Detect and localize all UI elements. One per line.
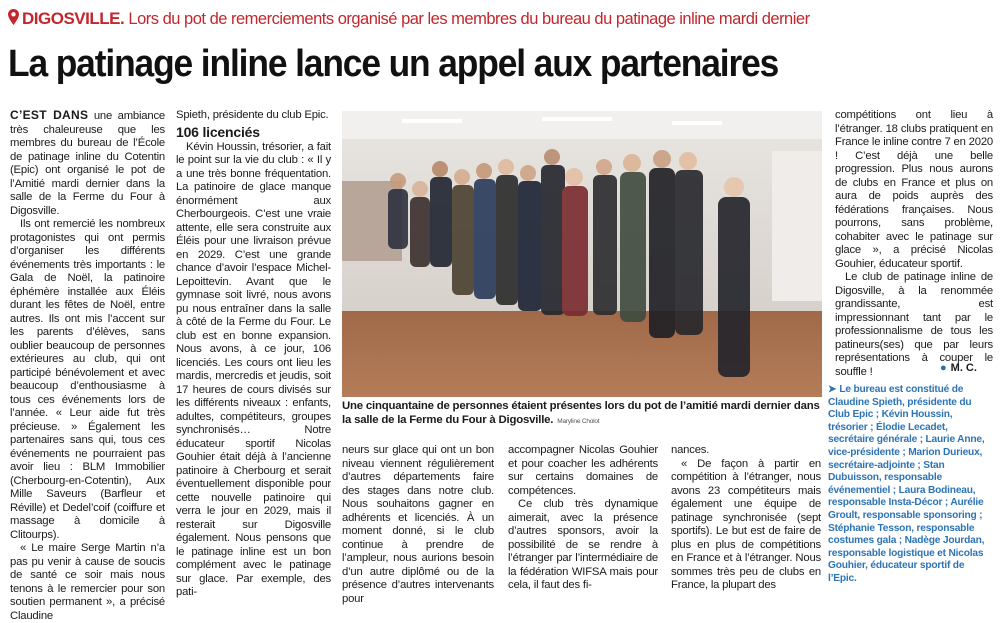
article-column-5 [671, 444, 821, 591]
drop-cap: C’EST DANS [10, 108, 89, 122]
arrow-icon: ➤ [828, 384, 837, 395]
paragraph: compétitions ont lieu à l’étranger. 18 clubs pratiquent en France le inline contre 7 en 2020 ! C’est déjà une belle progression. Plus nous aurons de clubs en France et plus on aura de poids auprès des fédérations françaises. Nous pourrons, sans problème, cohabiter avec le patinage sur glace », a précisé Nicolas Gouhier, éducateur sportif. [835, 109, 993, 270]
paragraph: « Le maire Serge Martin n’a pas pu venir à cause de soucis de santé ce soir mais nous tenons à le remercier pour son soutien permanent », a précisé Claudine [10, 542, 165, 622]
kicker-place: DIGOSVILLE. [22, 9, 125, 28]
paragraph: Kévin Houssin, trésorier, a fait le point sur la vie du club : « Il y a une très bonne fréquentation. La patinoire de glace manque énormément aux Cherbourgeois. C’est une vraie attente, elle sera construite aux Éléis pour une livraison prévue en 2029. C’est une grande chance d’avoir l’espace Michel-Lepoittevin. Avant que le gymnase soit livré, nous avons pu nous entraîner dans la salle à côté de la Ferme du Four. Le club est en bonne expansion. Nous avons, à ce jour, 106 licenciés. Les cours ont lieu les mardis, mercredis et jeudis, soit 17 heures de cours divisés sur les différents niveaux : enfants, adultes, compétiteurs, groupes synchronisés… Notre éducateur sportif Nicolas Gouhier était déjà à l’ancienne patinoire à Cherbourg et serait éventuellement disponible pour cette nouvelle patinoire qui verra le jour en 2029, mais il resterait sur Digosville également. Nous pensons que le patinage inline est un bon complément avec le patinage sur glace. Par exemple, des pati- [176, 140, 331, 598]
lead-text: une ambiance très chaleureuse que les membres du bureau de l’École de patinage inline du Cotentin (Epic) ont organisé le pot de l’Amitié mardi dernier dans la salle de la Ferme du Four à Digosville. [10, 110, 165, 217]
paragraph [10, 109, 165, 218]
info-box-text: Le bureau est constitué de Claudine Spieth, présidente du Club Epic ; Kévin Houssin, trésorier ; Élodie Lecadet, secrétaire générale ; Laurie Anne, vice-présidente ; Marion Durieux, secrétaire-adjointe ; Stan Dubuisson, responsable événementiel ; Laura Bodineau, responsable Insta-Décor ; Aurélie Groult, responsable sponsoring ; Stéphanie Tesson, responsable costumes gala ; Nadège Jourdan, responsable logistique et Nicolas Gouhier, éducateur sportif de l’Epic. [828, 384, 985, 584]
article-column-1 [10, 108, 165, 622]
paragraph: Spieth, présidente du club Epic. [176, 109, 329, 121]
paragraph: « De façon à partir en compétition à l’étranger, nous avons 23 compétiteurs mais également une équipe de patinage synchronisée (sept sportifs). Le but est de faire de plus en plus de compétitions en France et à l’étranger. Nous sommes très peu de clubs en France, la plupart des [671, 457, 821, 591]
kicker-dek: Lors du pot de remerciements organisé par les membres du bureau du patinage inline mardi dernier [128, 10, 810, 28]
paragraph: accompagner Nicolas Gouhier et pour coacher les adhérents sur certains domaines de compétences. [508, 444, 658, 497]
author-signature [940, 362, 977, 374]
paragraph: Le club de patinage inline de Digosville, à la renommée grandissante, est impressionnant tant par le professionnalisme de tous les patineurs(ses) que par leurs représentations à couper le souffle ! [835, 271, 993, 378]
headline: La patinage inline lance un appel aux partenaires [8, 43, 779, 85]
article-column-4 [508, 444, 658, 591]
group-photo [342, 111, 822, 397]
paragraph: Ils ont remercié les nombreux protagonistes qui ont permis d’organiser les différents événements très importants : le Gala de Noël, la patinoire éphémère installée aux Éléis durant les fêtes de Noël, entre autres. Ils ont mis l’accent sur les parents d’élèves, sans oublier beaucoup de personnes extérieures au club, qui ont participé bénévolement et avec beaucoup d’enthousiasme à tous ces événements lors de l’année. « Leur aide fut très précieuse. » Également les partenaires sans qui, tous ces événements ne pourraient pas avoir lieu : BLM Immobilier (Cherbourg-en-Cotentin), Aux Mille Saveurs (Barfleur et Réville) et Dedel’coif (coiffure et massage à domicile à Clitourps). [10, 218, 165, 541]
subhead: 106 licenciés [176, 123, 260, 140]
paragraph: nances. [671, 444, 710, 456]
paragraph: Ce club très dynamique aimerait, avec la présence d’autres sponsors, avoir la possibilité de se rendre à l’étranger par l’intermédiaire de la fédération WIFSA mais pour cela, il faut des fi- [508, 498, 658, 591]
photo-caption [342, 400, 820, 428]
bullet-icon: ● [940, 362, 947, 374]
article-column-3 [342, 444, 494, 605]
location-pin-icon [8, 7, 19, 33]
photo-credit: Maryline Cholot [557, 417, 600, 425]
kicker [8, 6, 998, 32]
author-initials: M. C. [950, 362, 977, 374]
caption-text: Une cinquantaine de personnes étaient présentes lors du pot de l’amitié mardi dernier dans la salle de la Ferme du Four à Digosville. [342, 400, 820, 426]
info-box [828, 384, 993, 584]
article-column-2 [176, 109, 331, 598]
paragraph: neurs sur glace qui ont un bon niveau viennent régulièrement d’autres départements faire des stages dans notre club. Nous souhaitons gagner en adhérents et licenciés. À un moment donné, si le club continue à prendre de l’ampleur, nous aurions besoin d’un autre diplômé ou de la présence d’autres intervenants pour [342, 444, 494, 605]
